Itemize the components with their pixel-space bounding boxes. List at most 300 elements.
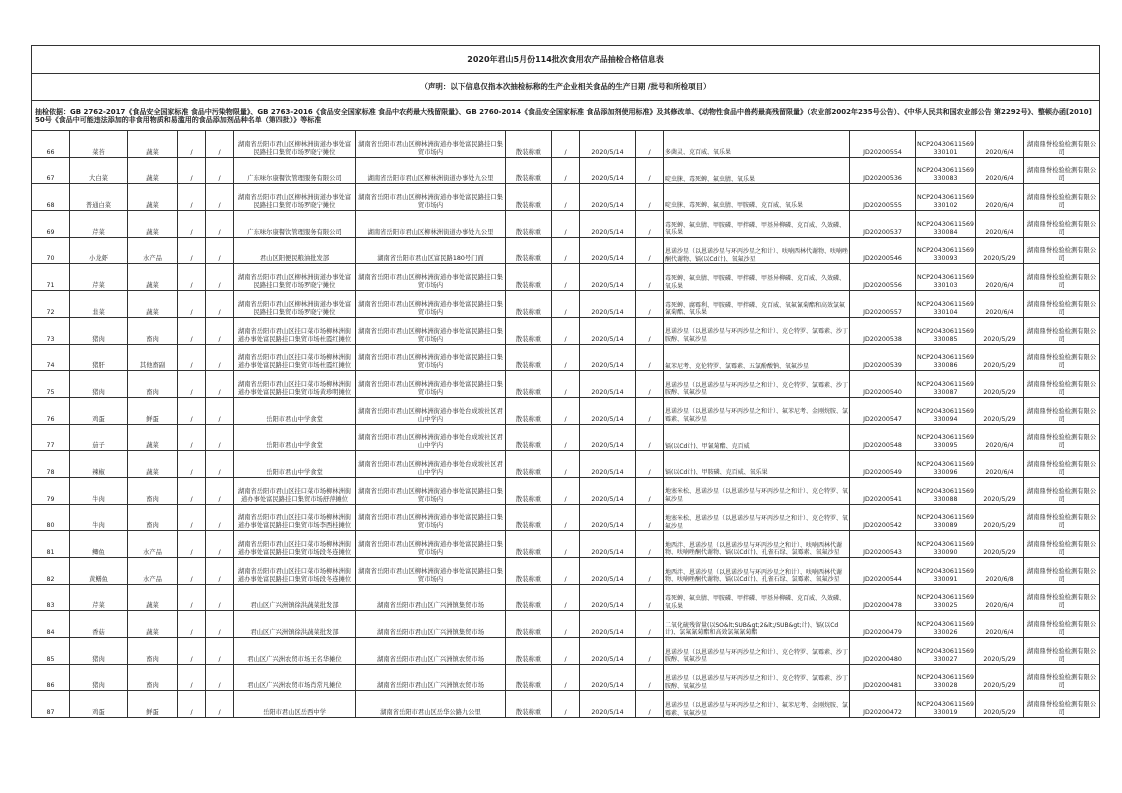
seller-cell: 湖南省岳阳市君山区柳林洲街道办事处台成坡社区君山中学内 [356,424,506,451]
test-items-cell: 毒死蜱、氟虫腈、甲胺磷、甲拌磷、甲基异柳磷、克百威、久效磷、氧乐果 [664,584,850,611]
test-items-cell: 恩诺沙星（以恩诺沙星与环丙沙星之和计）、呋喃西林代谢物、呋喃唑酮代谢物、镉(以Cd计)、氧氟沙星 [664,237,850,264]
producer-cell: 岳阳市君山区岳西中学 [234,691,356,718]
row-number-cell: 83 [32,584,70,611]
spec-b-cell: / [206,424,234,451]
table-row [32,157,1100,184]
batch-cell: / [636,691,664,718]
testing-org-cell: 湖南鼎誉检验检测有限公司 [1024,237,1100,264]
sample-code-cell: NCP20430611569330085 [916,317,976,344]
inspection-table [31,45,1100,718]
row-number-cell: 68 [32,184,70,211]
testing-org-cell: 湖南鼎誉检验检测有限公司 [1024,664,1100,691]
report-date-cell: 2020/5/29 [976,664,1024,691]
spec-b-cell: / [206,638,234,665]
product-name-cell: 猪肉 [70,638,128,665]
spec-a-cell: / [178,451,206,478]
row-number-cell: 71 [32,264,70,291]
sampling-date-cell: 2020/5/14 [580,477,636,504]
batch-cell: / [636,184,664,211]
spec-a-cell: / [178,638,206,665]
product-name-cell: 猪肉 [70,371,128,398]
seller-cell: 湖南省岳阳市君山区广兴洲镇集贸市场 [356,611,506,638]
product-name-cell: 韭菜 [70,291,128,318]
spec-b-cell: / [206,664,234,691]
table-row [32,397,1100,424]
producer-cell: 湖南省岳阳市君山区柳林洲街道办事处富民路挂口集贸市场罗晓宁摊位 [234,291,356,318]
packaging-cell: 散装称重 [506,344,552,371]
spec-b-cell: / [206,237,234,264]
brand-cell: / [552,211,580,238]
seller-cell: 湖南省岳阳市君山区柳林洲街道办事处富民路挂口集贸市场内 [356,131,506,158]
spec-b-cell: / [206,558,234,585]
product-name-cell: 鸡蛋 [70,691,128,718]
row-number-cell: 73 [32,317,70,344]
spec-a-cell: / [178,611,206,638]
seller-cell: 湖南省岳阳市君山区柳林洲街道办事处富民路挂口集贸市场内 [356,184,506,211]
test-items-cell: 地西泮、恩诺沙星（以恩诺沙星与环丙沙星之和计）、呋喃西林代谢物、呋喃唑酮代谢物、镉(以Cd计)、孔雀石绿、氯霉素、氧氟沙星 [664,558,850,585]
packaging-cell: 散装称重 [506,477,552,504]
spec-b-cell: / [206,504,234,531]
report-date-cell: 2020/6/4 [976,211,1024,238]
sample-code-cell: NCP20430611569330091 [916,558,976,585]
seller-cell: 湖南省岳阳市君山区富民路180号门面 [356,237,506,264]
spec-a-cell: / [178,317,206,344]
table-row [32,291,1100,318]
batch-cell: / [636,317,664,344]
test-items-cell: 恩诺沙星（以恩诺沙星与环丙沙星之和计）、克仑特罗、氯霉素、沙丁胺醇、氧氟沙星 [664,664,850,691]
sample-code-cell: NCP20430611569330102 [916,184,976,211]
spec-b-cell: / [206,157,234,184]
test-items-cell: 镉(以Cd计)、甲氰菊酯、克百威 [664,424,850,451]
packaging-cell: 散装称重 [506,451,552,478]
producer-cell: 岳阳市君山中学食堂 [234,451,356,478]
report-date-cell: 2020/6/4 [976,184,1024,211]
sampling-date-cell: 2020/5/14 [580,371,636,398]
report-date-cell: 2020/5/29 [976,477,1024,504]
batch-cell: / [636,397,664,424]
spec-b-cell: / [206,344,234,371]
product-name-cell: 鸡蛋 [70,397,128,424]
spec-b-cell: / [206,131,234,158]
batch-cell: / [636,611,664,638]
brand-cell: / [552,424,580,451]
sample-code-cell: NCP20430611569330025 [916,584,976,611]
producer-cell: 湖南省岳阳市君山区挂口菜市场柳林洲街道办事处富民路挂口集贸市场段冬连摊位 [234,531,356,558]
report-number-cell: JD20200538 [850,317,916,344]
sampling-date-cell: 2020/5/14 [580,291,636,318]
producer-cell: 湖南省岳阳市君山区柳林洲街道办事处富民路挂口集贸市场罗晓宁摊位 [234,184,356,211]
category-cell: 畜肉 [128,317,178,344]
report-number-cell: JD20200543 [850,531,916,558]
table-row [32,611,1100,638]
producer-cell: 湖南省岳阳市君山区挂口菜市场柳林洲街道办事处富民路挂口集贸市场杜霞红摊位 [234,344,356,371]
testing-org-cell: 湖南鼎誉检验检测有限公司 [1024,344,1100,371]
sampling-date-cell: 2020/5/14 [580,184,636,211]
batch-cell: / [636,477,664,504]
seller-cell: 湖南省岳阳市君山区柳林洲街道办事处富民路挂口集贸市场内 [356,371,506,398]
row-number-cell: 86 [32,664,70,691]
test-items-cell: 毒死蜱、氟虫腈、甲胺磷、甲拌磷、甲基异柳磷、克百威、久效磷、氧乐果 [664,264,850,291]
report-number-cell: JD20200556 [850,264,916,291]
spec-a-cell: / [178,504,206,531]
spec-a-cell: / [178,371,206,398]
spec-b-cell: / [206,531,234,558]
report-number-cell: JD20200548 [850,424,916,451]
category-cell: 蔬菜 [128,264,178,291]
testing-org-cell: 湖南鼎誉检验检测有限公司 [1024,131,1100,158]
report-date-cell: 2020/5/29 [976,504,1024,531]
spec-b-cell: / [206,611,234,638]
spec-a-cell: / [178,184,206,211]
producer-cell: 广东味尔康餐饮管理服务有限公司 [234,157,356,184]
packaging-cell: 散装称重 [506,504,552,531]
report-date-cell: 2020/6/4 [976,451,1024,478]
brand-cell: / [552,638,580,665]
packaging-cell: 散装称重 [506,664,552,691]
report-date-cell: 2020/6/8 [976,558,1024,585]
spec-a-cell: / [178,397,206,424]
category-cell: 蔬菜 [128,291,178,318]
report-date-cell: 2020/5/29 [976,237,1024,264]
sampling-date-cell: 2020/5/14 [580,131,636,158]
packaging-cell: 散装称重 [506,397,552,424]
sampling-date-cell: 2020/5/14 [580,397,636,424]
sampling-date-cell: 2020/5/14 [580,451,636,478]
producer-cell: 君山区广兴洲农贸市场王名华摊位 [234,638,356,665]
brand-cell: / [552,291,580,318]
category-cell: 水产品 [128,531,178,558]
inspection-basis: 抽检依据：GB 2762-2017《食品安全国家标准 食品中污染物限量》、GB 2763-2016《食品安全国家标准 食品中农药最大残留限量》、GB 2760-2014《食品安全国家标准 食品添加剂使用标准》及其修改单、《动物性食品中兽药最高残留限量》（农业部2002年235号公告）、《中华人民共和国农业部公告 第2292号》、整顿办函[2010]50号《食品中可能违法添加的非食用物质和易滥用的食品添加剂品种名单（第四批）》等标准 [32,101,1100,131]
testing-org-cell: 湖南鼎誉检验检测有限公司 [1024,558,1100,585]
testing-org-cell: 湖南鼎誉检验检测有限公司 [1024,638,1100,665]
producer-cell: 岳阳市君山中学食堂 [234,397,356,424]
category-cell: 蔬菜 [128,131,178,158]
table-row [32,531,1100,558]
sample-code-cell: NCP20430611569330103 [916,264,976,291]
product-name-cell: 辣椒 [70,451,128,478]
spec-a-cell: / [178,584,206,611]
row-number-cell: 79 [32,477,70,504]
packaging-cell: 散装称重 [506,157,552,184]
report-date-cell: 2020/5/29 [976,397,1024,424]
sampling-date-cell: 2020/5/14 [580,611,636,638]
report-number-cell: JD20200480 [850,638,916,665]
packaging-cell: 散装称重 [506,638,552,665]
test-items-cell: 恩诺沙星（以恩诺沙星与环丙沙星之和计）、克仑特罗、氯霉素、沙丁胺醇、氧氟沙星 [664,317,850,344]
sample-code-cell: NCP20430611569330027 [916,638,976,665]
producer-cell: 君山区阳便民粮油批发部 [234,237,356,264]
sample-code-cell: NCP20430611569330026 [916,611,976,638]
product-name-cell: 茄子 [70,424,128,451]
test-items-cell: 二氧化硫残留量(以SO&lt;SUB&gt;2&lt;/SUB&gt;计)、镉(以Cd计)、氯氟氰菊酯和高效氯氟氰菊酯 [664,611,850,638]
row-number-cell: 66 [32,131,70,158]
packaging-cell: 散装称重 [506,691,552,718]
table-row [32,424,1100,451]
testing-org-cell: 湖南鼎誉检验检测有限公司 [1024,317,1100,344]
brand-cell: / [552,344,580,371]
brand-cell: / [552,584,580,611]
table-note: （声明：以下信息仅指本次抽检标称的生产企业相关食品的生产日期 /批号和所检项目） [32,74,1100,101]
table-row [32,184,1100,211]
sample-code-cell: NCP20430611569330083 [916,157,976,184]
sample-code-cell: NCP20430611569330096 [916,451,976,478]
brand-cell: / [552,397,580,424]
seller-cell: 湖南省岳阳市君山区柳林洲街道办事处富民路挂口集贸市场内 [356,477,506,504]
category-cell: 其他畜副 [128,344,178,371]
sampling-date-cell: 2020/5/14 [580,264,636,291]
row-number-cell: 78 [32,451,70,478]
brand-cell: / [552,558,580,585]
producer-cell: 广东味尔康餐饮管理服务有限公司 [234,211,356,238]
report-number-cell: JD20200546 [850,237,916,264]
brand-cell: / [552,264,580,291]
seller-cell: 湖南省岳阳市君山区柳林洲街道办事处富民路挂口集贸市场内 [356,317,506,344]
producer-cell: 湖南省岳阳市君山区挂口菜市场柳林洲街道办事处富民路挂口集贸市场舒萍摊位 [234,477,356,504]
spec-b-cell: / [206,397,234,424]
report-date-cell: 2020/5/29 [976,691,1024,718]
category-cell: 畜肉 [128,371,178,398]
table-row [32,344,1100,371]
sample-code-cell: NCP20430611569330104 [916,291,976,318]
spec-b-cell: / [206,477,234,504]
report-number-cell: JD20200549 [850,451,916,478]
product-name-cell: 猪肉 [70,317,128,344]
testing-org-cell: 湖南鼎誉检验检测有限公司 [1024,157,1100,184]
report-date-cell: 2020/6/4 [976,131,1024,158]
product-name-cell: 菜苔 [70,131,128,158]
testing-org-cell: 湖南鼎誉检验检测有限公司 [1024,184,1100,211]
spec-a-cell: / [178,691,206,718]
spec-b-cell: / [206,184,234,211]
seller-cell: 湖南省岳阳市君山区柳林洲街道办事处富民路挂口集贸市场内 [356,558,506,585]
table-row [32,504,1100,531]
row-number-cell: 75 [32,371,70,398]
batch-cell: / [636,558,664,585]
report-date-cell: 2020/6/4 [976,157,1024,184]
packaging-cell: 散装称重 [506,371,552,398]
spec-b-cell: / [206,691,234,718]
batch-cell: / [636,584,664,611]
testing-org-cell: 湖南鼎誉检验检测有限公司 [1024,477,1100,504]
table-row [32,584,1100,611]
test-items-cell: 毒死蜱、腐霉利、甲胺磷、甲拌磷、克百威、氧氟氰菊酯和高效氯氟氰菊酯、氧乐果 [664,291,850,318]
sample-code-cell: NCP20430611569330086 [916,344,976,371]
category-cell: 水产品 [128,237,178,264]
table-title: 2020年君山5月份114批次食用农产品抽检合格信息表 [32,46,1100,74]
row-number-cell: 67 [32,157,70,184]
product-name-cell: 黄鳝鱼 [70,558,128,585]
batch-cell: / [636,638,664,665]
product-name-cell: 鲫鱼 [70,531,128,558]
producer-cell: 湖南省岳阳市君山区挂口菜市场柳林洲街道办事处富民路挂口集贸市场段冬连摊位 [234,558,356,585]
packaging-cell: 散装称重 [506,131,552,158]
brand-cell: / [552,184,580,211]
producer-cell: 岳阳市君山中学食堂 [234,424,356,451]
row-number-cell: 87 [32,691,70,718]
sampling-date-cell: 2020/5/14 [580,531,636,558]
batch-cell: / [636,344,664,371]
sampling-date-cell: 2020/5/14 [580,157,636,184]
report-date-cell: 2020/5/29 [976,531,1024,558]
sample-code-cell: NCP20430611569330093 [916,237,976,264]
seller-cell: 湖南省岳阳市君山区柳林洲街道办事处富民路挂口集贸市场内 [356,344,506,371]
table-row [32,691,1100,718]
report-number-cell: JD20200481 [850,664,916,691]
brand-cell: / [552,157,580,184]
test-items-cell: 啶虫脒、毒死蜱、氟虫腈、氧乐果 [664,157,850,184]
report-date-cell: 2020/6/4 [976,424,1024,451]
seller-cell: 湖南省岳阳市君山区广兴洲镇农贸市场 [356,664,506,691]
test-items-cell: 镉(以Cd计)、甲胺磷、克百威、氧乐果 [664,451,850,478]
seller-cell: 湖南省岳阳市君山区柳林洲街道办事处富民路挂口集贸市场内 [356,264,506,291]
test-items-cell: 地塞米松、恩诺沙星（以恩诺沙星与环丙沙星之和计）、克仑特罗、氧氟沙星 [664,477,850,504]
batch-cell: / [636,451,664,478]
row-number-cell: 69 [32,211,70,238]
product-name-cell: 猪肉 [70,664,128,691]
product-name-cell: 普通白菜 [70,184,128,211]
packaging-cell: 散装称重 [506,237,552,264]
category-cell: 蔬菜 [128,184,178,211]
table-row [32,451,1100,478]
test-items-cell: 毒死蜱、氟虫腈、甲胺磷、甲拌磷、甲基异柳磷、克百威、久效磷、氧乐果 [664,211,850,238]
batch-cell: / [636,131,664,158]
testing-org-cell: 湖南鼎誉检验检测有限公司 [1024,211,1100,238]
report-number-cell: JD20200547 [850,397,916,424]
sample-code-cell: NCP20430611569330090 [916,531,976,558]
category-cell: 畜肉 [128,638,178,665]
brand-cell: / [552,317,580,344]
sample-code-cell: NCP20430611569330084 [916,211,976,238]
spec-a-cell: / [178,558,206,585]
table-row [32,131,1100,158]
spec-b-cell: / [206,211,234,238]
row-number-cell: 84 [32,611,70,638]
spec-b-cell: / [206,291,234,318]
spec-b-cell: / [206,371,234,398]
testing-org-cell: 湖南鼎誉检验检测有限公司 [1024,611,1100,638]
producer-cell: 湖南省岳阳市君山区挂口菜市场柳林洲街道办事处富民路挂口集贸市场杜霞红摊位 [234,317,356,344]
spec-a-cell: / [178,211,206,238]
testing-org-cell: 湖南鼎誉检验检测有限公司 [1024,584,1100,611]
category-cell: 蔬菜 [128,451,178,478]
packaging-cell: 散装称重 [506,264,552,291]
testing-org-cell: 湖南鼎誉检验检测有限公司 [1024,397,1100,424]
sample-code-cell: NCP20430611569330088 [916,477,976,504]
packaging-cell: 散装称重 [506,558,552,585]
report-date-cell: 2020/5/29 [976,344,1024,371]
testing-org-cell: 湖南鼎誉检验检测有限公司 [1024,371,1100,398]
sampling-date-cell: 2020/5/14 [580,584,636,611]
product-name-cell: 猪肝 [70,344,128,371]
spec-a-cell: / [178,424,206,451]
inspection-sheet [31,45,1099,718]
report-number-cell: JD20200540 [850,371,916,398]
batch-cell: / [636,664,664,691]
table-row [32,211,1100,238]
batch-cell: / [636,424,664,451]
testing-org-cell: 湖南鼎誉检验检测有限公司 [1024,531,1100,558]
report-number-cell: JD20200557 [850,291,916,318]
packaging-cell: 散装称重 [506,584,552,611]
category-cell: 蔬菜 [128,424,178,451]
brand-cell: / [552,477,580,504]
report-date-cell: 2020/5/29 [976,638,1024,665]
report-number-cell: JD20200541 [850,477,916,504]
table-row [32,638,1100,665]
category-cell: 水产品 [128,558,178,585]
brand-cell: / [552,611,580,638]
test-items-cell: 地西泮、恩诺沙星（以恩诺沙星与环丙沙星之和计）、呋喃西林代谢物、呋喃唑酮代谢物、镉(以Cd计)、孔雀石绿、氯霉素、氧氟沙星 [664,531,850,558]
spec-a-cell: / [178,291,206,318]
batch-cell: / [636,211,664,238]
packaging-cell: 散装称重 [506,424,552,451]
sample-code-cell: NCP20430611569330095 [916,424,976,451]
table-row [32,317,1100,344]
report-number-cell: JD20200554 [850,131,916,158]
category-cell: 蔬菜 [128,611,178,638]
product-name-cell: 香菇 [70,611,128,638]
spec-b-cell: / [206,584,234,611]
batch-cell: / [636,291,664,318]
seller-cell: 湖南省岳阳市君山区柳林洲街道办事处台成坡社区君山中学内 [356,451,506,478]
sampling-date-cell: 2020/5/14 [580,237,636,264]
sampling-date-cell: 2020/5/14 [580,691,636,718]
category-cell: 鲜蛋 [128,691,178,718]
producer-cell: 君山区广兴洲镇徐洪蔬菜批发部 [234,584,356,611]
brand-cell: / [552,504,580,531]
batch-cell: / [636,531,664,558]
test-items-cell: 恩诺沙星（以恩诺沙星与环丙沙星之和计）、氟苯尼考、金刚烷胺、氯霉素、氧氟沙星 [664,691,850,718]
report-number-cell: JD20200478 [850,584,916,611]
table-row [32,664,1100,691]
table-row [32,371,1100,398]
spec-b-cell: / [206,317,234,344]
report-date-cell: 2020/6/4 [976,584,1024,611]
sample-code-cell: NCP20430611569330094 [916,397,976,424]
test-items-cell: 恩诺沙星（以恩诺沙星与环丙沙星之和计）、克仑特罗、氯霉素、沙丁胺醇、氧氟沙星 [664,638,850,665]
category-cell: 畜肉 [128,504,178,531]
batch-cell: / [636,504,664,531]
spec-b-cell: / [206,264,234,291]
brand-cell: / [552,237,580,264]
brand-cell: / [552,664,580,691]
test-items-cell: 地塞米松、恩诺沙星（以恩诺沙星与环丙沙星之和计）、克仑特罗、氧氟沙星 [664,504,850,531]
row-number-cell: 80 [32,504,70,531]
report-number-cell: JD20200479 [850,611,916,638]
packaging-cell: 散装称重 [506,531,552,558]
test-items-cell: 恩诺沙星（以恩诺沙星与环丙沙星之和计）、氟苯尼考、金刚烷胺、氯霉素、氧氟沙星 [664,397,850,424]
test-items-cell: 多菌灵、克百威、氧乐果 [664,131,850,158]
spec-a-cell: / [178,477,206,504]
packaging-cell: 散装称重 [506,291,552,318]
report-number-cell: JD20200542 [850,504,916,531]
testing-org-cell: 湖南鼎誉检验检测有限公司 [1024,691,1100,718]
sample-code-cell: NCP20430611569330019 [916,691,976,718]
report-date-cell: 2020/6/4 [976,291,1024,318]
testing-org-cell: 湖南鼎誉检验检测有限公司 [1024,264,1100,291]
category-cell: 鲜蛋 [128,397,178,424]
report-date-cell: 2020/6/4 [976,611,1024,638]
report-number-cell: JD20200544 [850,558,916,585]
sampling-date-cell: 2020/5/14 [580,424,636,451]
packaging-cell: 散装称重 [506,611,552,638]
row-number-cell: 74 [32,344,70,371]
test-items-cell: 氟苯尼考、克伦特罗、氯霉素、五氯酚酸钠、氧氟沙星 [664,344,850,371]
sampling-date-cell: 2020/5/14 [580,317,636,344]
product-name-cell: 牛肉 [70,504,128,531]
seller-cell: 湖南省岳阳市君山区广兴洲镇农贸市场 [356,638,506,665]
spec-a-cell: / [178,237,206,264]
